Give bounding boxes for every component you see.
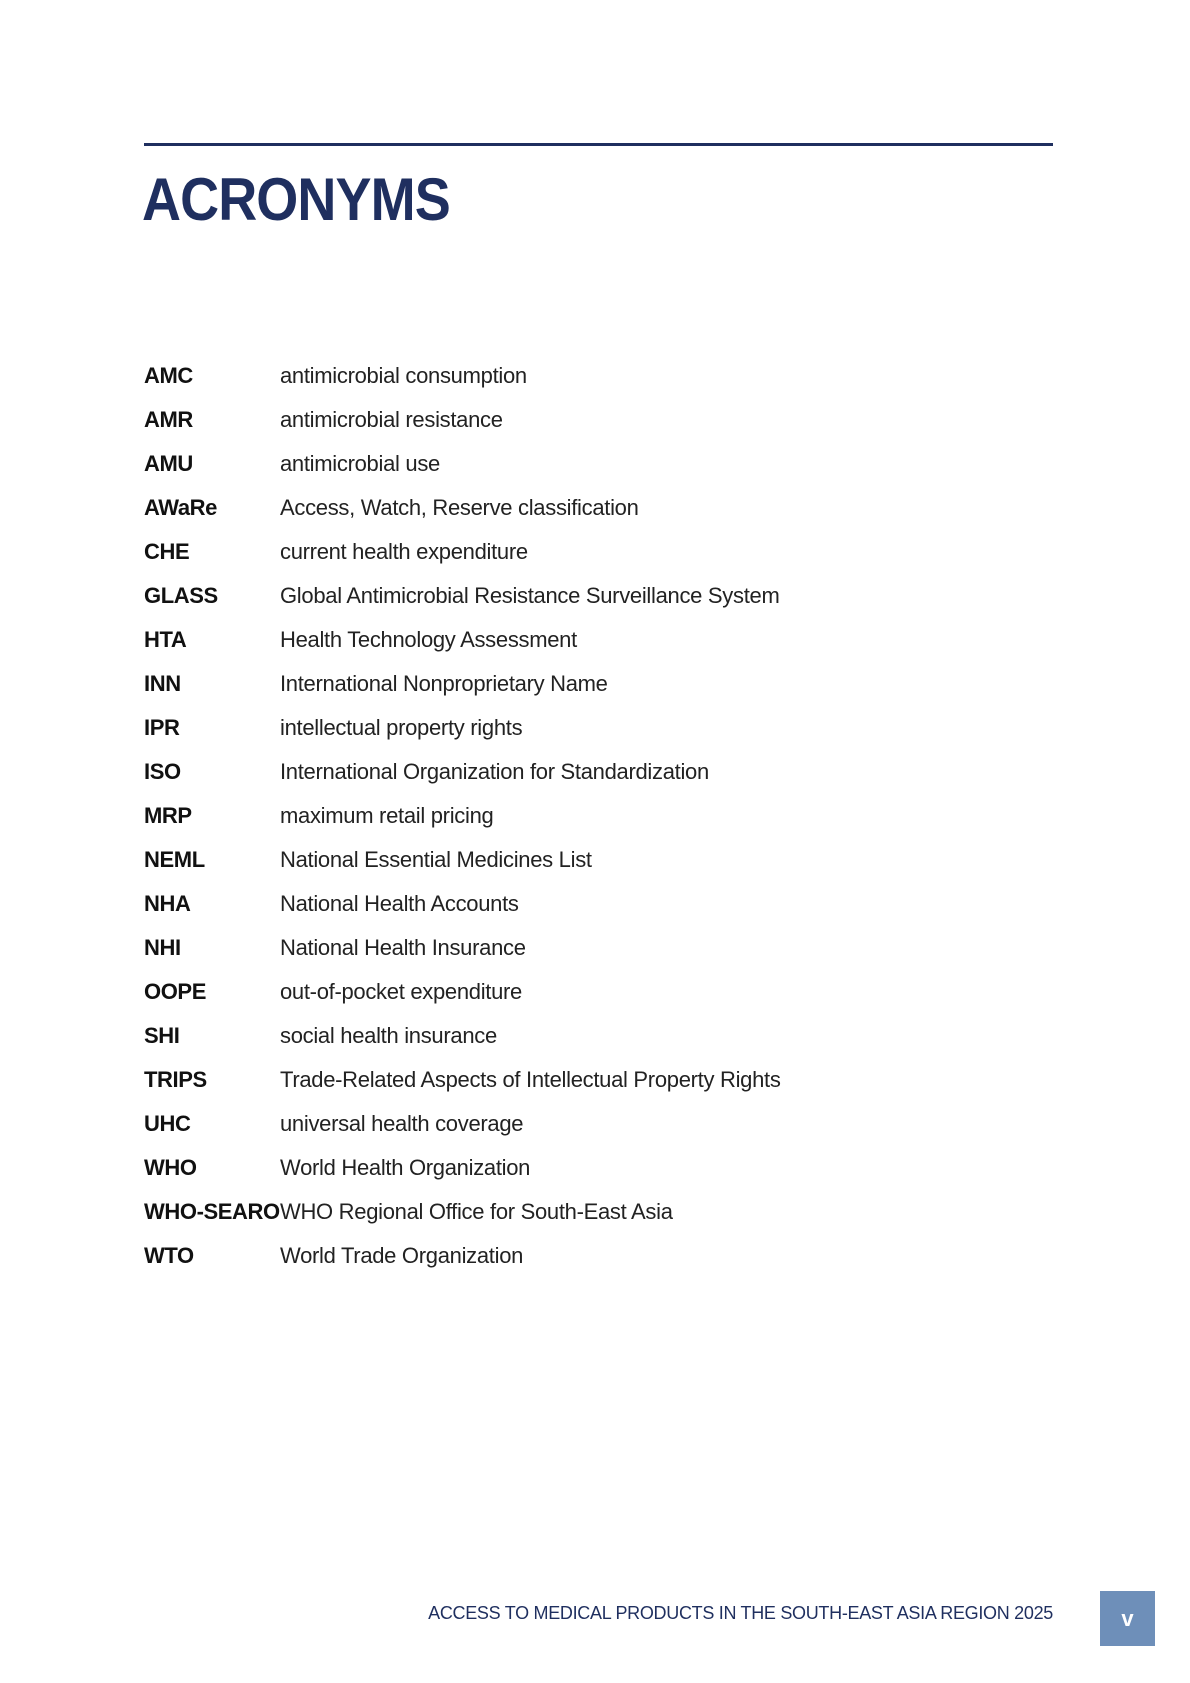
- acronym-definition: antimicrobial resistance: [280, 407, 503, 432]
- acronym-term: NEML: [144, 847, 205, 872]
- acronym-row: [144, 530, 1044, 574]
- page-number: v: [1100, 1591, 1155, 1646]
- acronym-row: [144, 1058, 1044, 1102]
- acronym-row: [144, 398, 1044, 442]
- acronym-definition: Health Technology Assessment: [280, 627, 577, 652]
- acronym-term: SHI: [144, 1023, 180, 1048]
- acronym-row: [144, 750, 1044, 794]
- acronym-term: INN: [144, 671, 181, 696]
- acronym-term: NHI: [144, 935, 181, 960]
- acronym-term: NHA: [144, 891, 191, 916]
- acronym-term: ISO: [144, 759, 181, 784]
- acronym-term: WHO-SEARO: [144, 1199, 280, 1224]
- acronym-definition: International Organization for Standardization: [280, 759, 709, 784]
- acronym-definition: Trade-Related Aspects of Intellectual Property Rights: [280, 1067, 781, 1092]
- acronym-term: OOPE: [144, 979, 206, 1004]
- acronym-term: WTO: [144, 1243, 194, 1268]
- acronym-definition: WHO Regional Office for South-East Asia: [280, 1199, 673, 1224]
- acronym-row: [144, 1190, 1044, 1234]
- acronym-term: AWaRe: [144, 495, 217, 520]
- acronym-row: [144, 442, 1044, 486]
- acronym-row: [144, 794, 1044, 838]
- acronym-row: [144, 618, 1044, 662]
- acronym-definition: Access, Watch, Reserve classification: [280, 495, 639, 520]
- acronym-row: [144, 882, 1044, 926]
- acronym-definition: World Health Organization: [280, 1155, 531, 1180]
- acronym-row: [144, 1014, 1044, 1058]
- acronym-definition: National Health Accounts: [280, 891, 519, 916]
- acronym-term: MRP: [144, 803, 192, 828]
- acronym-definition: out-of-pocket expenditure: [280, 979, 522, 1004]
- acronym-row: [144, 706, 1044, 750]
- acronym-definition: National Essential Medicines List: [280, 847, 592, 872]
- acronym-row: [144, 486, 1044, 530]
- acronym-definition: intellectual property rights: [280, 715, 523, 740]
- acronym-definition: maximum retail pricing: [280, 803, 494, 828]
- acronym-term: AMC: [144, 363, 193, 388]
- acronym-row: [144, 838, 1044, 882]
- acronym-definition: current health expenditure: [280, 539, 528, 564]
- acronym-definition: social health insurance: [280, 1023, 497, 1048]
- acronym-term: HTA: [144, 627, 187, 652]
- acronym-row: [144, 926, 1044, 970]
- acronym-definition: National Health Insurance: [280, 935, 526, 960]
- page-title: ACRONYMS: [142, 166, 450, 233]
- acronym-term: AMU: [144, 451, 193, 476]
- acronym-list: [144, 354, 1044, 1278]
- acronym-definition: universal health coverage: [280, 1111, 524, 1136]
- title-rule: [144, 143, 1053, 146]
- acronym-definition: International Nonproprietary Name: [280, 671, 608, 696]
- acronym-definition: World Trade Organization: [280, 1243, 524, 1268]
- acronym-definition: antimicrobial consumption: [280, 363, 527, 388]
- acronym-term: IPR: [144, 715, 180, 740]
- footer-document-title: ACCESS TO MEDICAL PRODUCTS IN THE SOUTH-EAST ASIA REGION 2025: [428, 1603, 1053, 1623]
- acronym-term: GLASS: [144, 583, 218, 608]
- acronym-row: [144, 574, 1044, 618]
- acronym-row: [144, 662, 1044, 706]
- acronym-row: [144, 1234, 1044, 1278]
- acronym-row: [144, 1146, 1044, 1190]
- acronym-definition: Global Antimicrobial Resistance Surveillance System: [280, 583, 780, 608]
- acronym-term: TRIPS: [144, 1067, 207, 1092]
- acronym-term: AMR: [144, 407, 193, 432]
- acronym-row: [144, 970, 1044, 1014]
- acronym-term: WHO: [144, 1155, 197, 1180]
- acronym-row: [144, 354, 1044, 398]
- acronym-row: [144, 1102, 1044, 1146]
- acronym-term: UHC: [144, 1111, 191, 1136]
- acronym-term: CHE: [144, 539, 190, 564]
- acronym-definition: antimicrobial use: [280, 451, 440, 476]
